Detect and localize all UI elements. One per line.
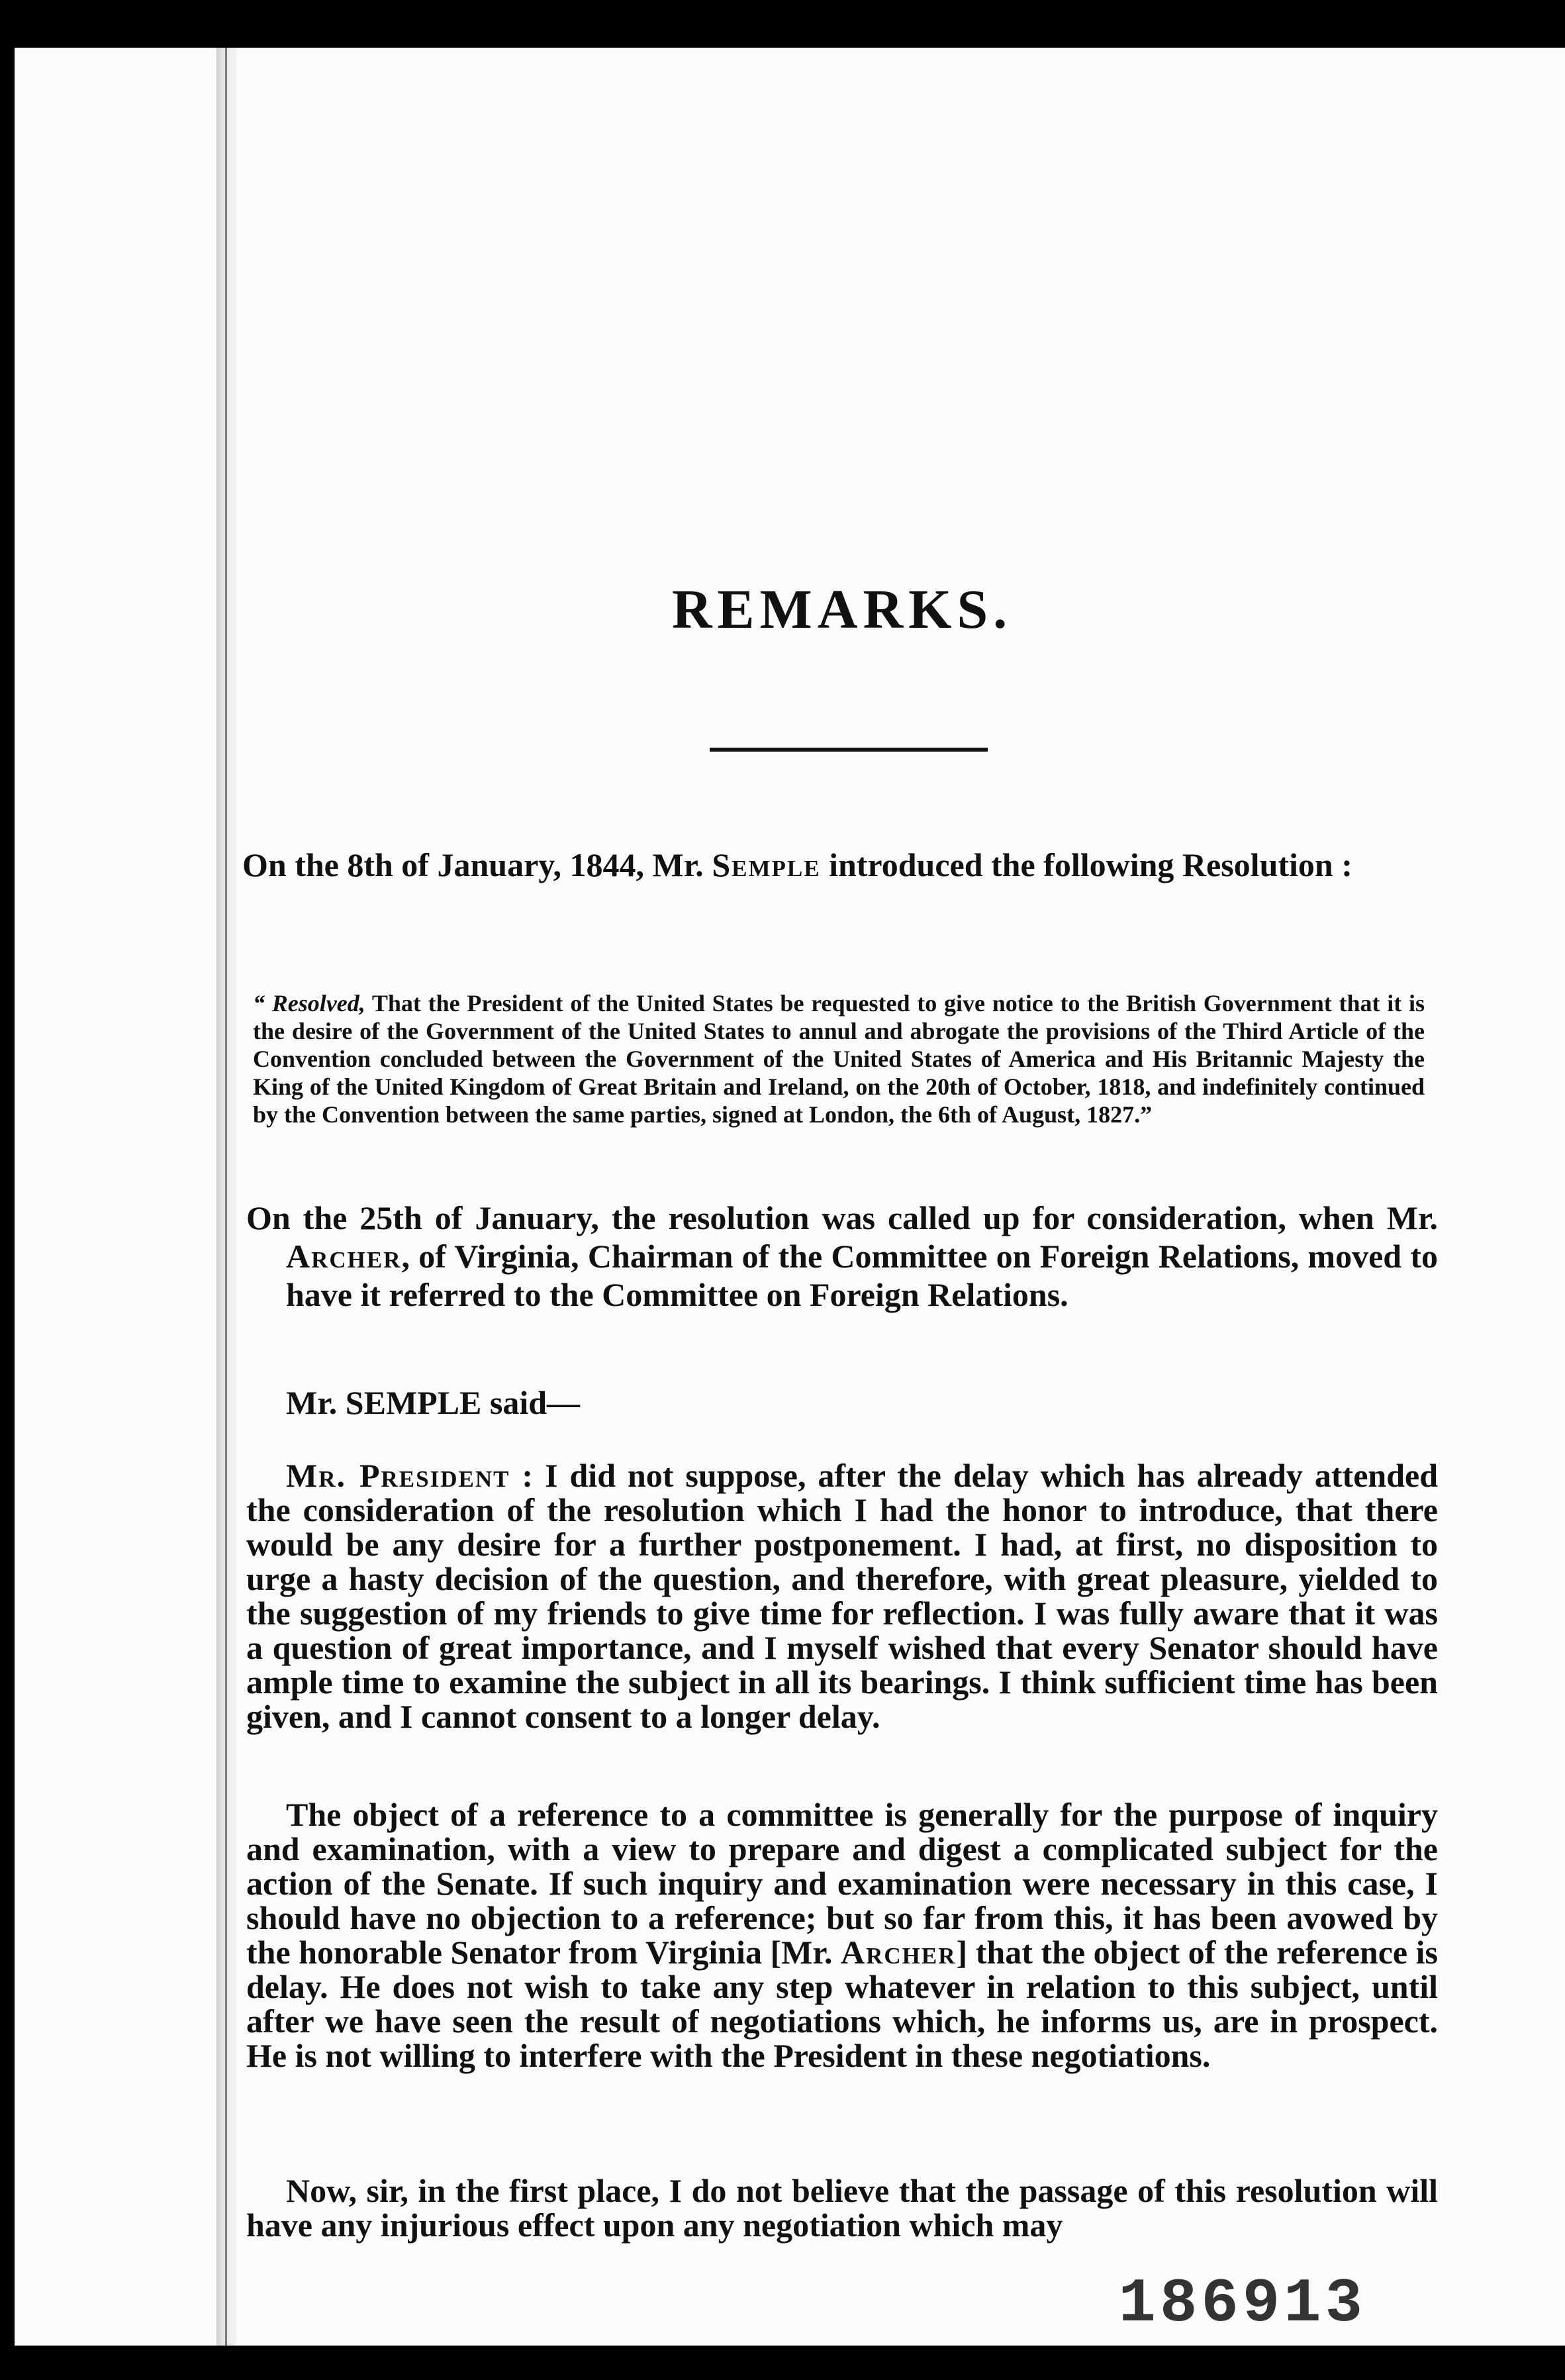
body-paragraph-2-before: The object of a reference to a committee is generally for the purpose of inquiry and examination, with a view to prepare and digest a complicated subject for the action of the Senate. If such inquiry and examination were necessary in this case, I should have no objection to a reference; but so far from this, it has been avowed by the honorable Senator from Virginia [Mr. [246, 1796, 1438, 1971]
resolution-lead: “ Resolved, [253, 990, 365, 1016]
body-paragraph-3: Now, sir, in the first place, I do not believe that the passage of this resolution will have any injurious effect upon any negotiation which may [246, 2172, 1438, 2244]
page-title: REMARKS. [671, 579, 1013, 640]
scanned-page [15, 48, 1565, 2361]
resolution-text: That the President of the United States be requested to give notice to the British Government that it is the desire of the Government of the United States to annul and abrogate the provisions of the Third Article of the Convention concluded between the Government of the United States of America and His Britannic Majesty the King of the United Kingdom of Great Britain and Ireland, on the 20th of October, 1818, and indefinitely continued by the Convention between the same parties, signed at London, the 6th of August, 1827.” [253, 990, 1425, 1128]
address-president: Mr. President [286, 1457, 510, 1494]
speaker-heading: Mr. SEMPLE said— [286, 1384, 581, 1421]
library-stamp-number: 186913 [1118, 2269, 1366, 2340]
intro-name: Semple [712, 846, 821, 883]
body-paragraph-1 [246, 1458, 1438, 1734]
body-paragraph-2-after: ] that the object of the reference is delay. He does not wish to take any step whatever in relation to this subject, until after we have seen the result of negotiations which, he informs us, are in prospect. He is not willing to interfere with the President in these negotiations. [246, 1934, 1438, 2074]
body-paragraph-2-name: Archer [841, 1934, 957, 1971]
body-paragraph-2 [246, 1797, 1438, 2073]
consideration-text-after: , of Virginia, Chairman of the Committee on Foreign Relations, moved to have it referred to the Committee on Foreign Relations. [286, 1238, 1438, 1313]
page-bottom-edge [15, 2346, 1565, 2361]
consideration-text-before: On the 25th of January, the resolution was called up for consideration, when Mr. [246, 1199, 1438, 1236]
consideration-name: Archer [286, 1238, 402, 1275]
body-paragraph-1-text: : I did not suppose, after the delay which has already attended the consideration of the resolution which I had the honor to introduce, that there would be any desire for a further postponement. I had, at first, no disposition to urge a hasty decision of the question, and therefore, with great pleasure, yielded to the suggestion of my friends to give time for reflection. I was fully aware that it was a question of great importance, and I myself wished that every Senator should have ample time to examine the subject in all its bearings. I think sufficient time has been given, and I cannot consent to a longer delay. [246, 1457, 1438, 1735]
title-rule [710, 748, 988, 752]
consideration-paragraph [246, 1199, 1438, 1314]
intro-paragraph [242, 846, 1434, 884]
intro-text-before: On the 8th of January, 1844, Mr. [242, 846, 712, 883]
resolution-quote [253, 989, 1425, 1128]
intro-text-after: introduced the following Resolution : [820, 846, 1352, 883]
page-binding-line [225, 48, 227, 2361]
